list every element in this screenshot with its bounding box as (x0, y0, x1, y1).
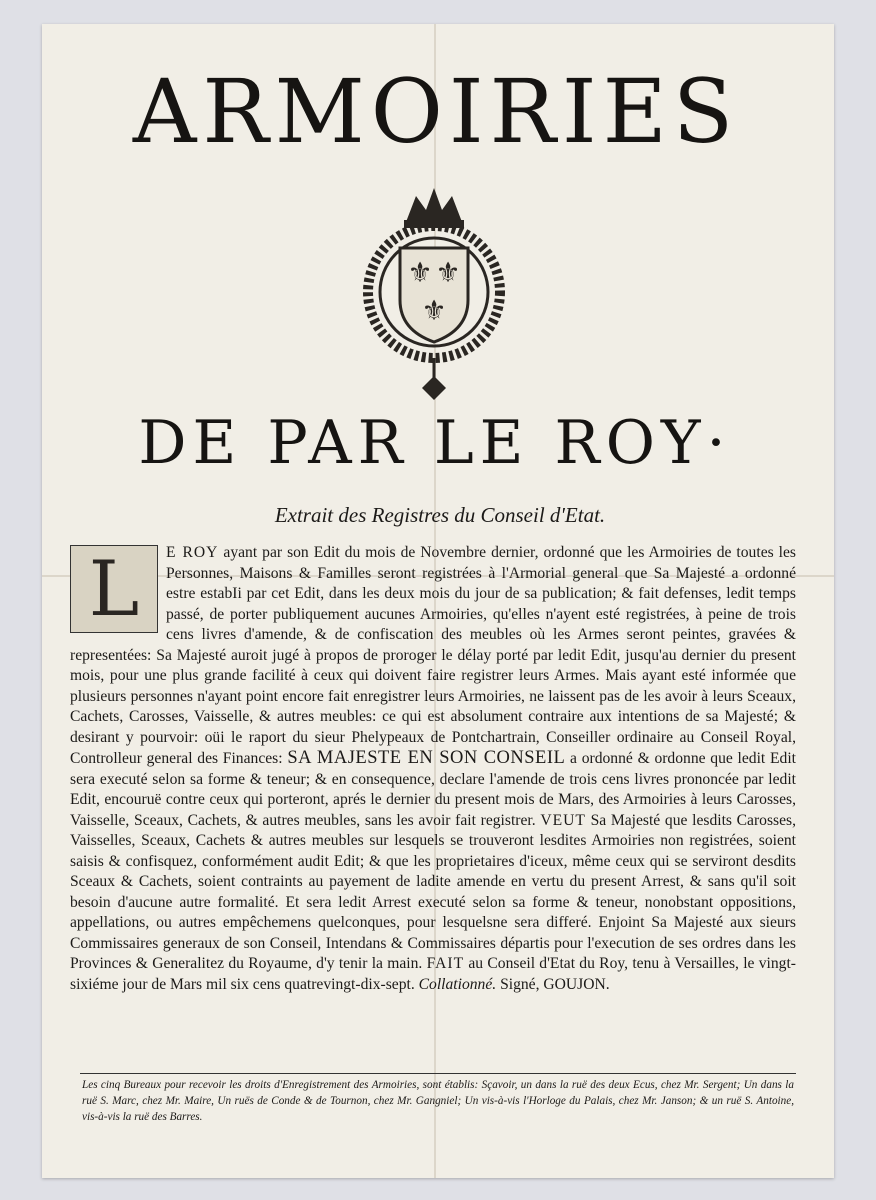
ornamental-drop-cap (70, 545, 158, 633)
drop-cap-letter: L (88, 544, 140, 633)
decree-lead: E ROY (166, 544, 219, 561)
decree-paragraph-1: ayant par son Edit du mois de Novembre dernier, ordonné que les Armoiries de toutes les Personnes, Maisons & Familles seront registrées à l'Armorial general que Sa Majesté a ordonné estre estabIi par cet Edit, dans les deux mois du jour de sa publication; & fait defenses, ledit temps passé, de porter publiquement aucunes Armoiries, qu'elles n'ayent esté registrées, à peine de trois cens livres d'amende, & de confiscation des meubles où les Armes seront peintes, gravées & representées: Sa Majesté auroit jugé à propos de proroger le délay porté par ledit Edit, jusqu'au dernier du present mois, pour une plus grande facilité à ceux qui doivent faire registrer leurs Armes. Mais ayant esté informée que plusieurs personnes n'ayant point encore fait enregistrer leurs Armoiries, ne laissent pas de les avoir à leurs Sceaux, Cachets, Carosses, Vaisselle, & autres meubles: ce qui est absolument contraire aux intentions de sa Majesté; & desirant y pourvoir: oüi le raport du sieur Phelypeaux de Pontchartrain, Conseiller ordinaire au Conseil Royal, Controlleur general des Finances: (70, 544, 796, 767)
poster-subtitle: Extrait des Registres du Conseil d'Etat. (274, 503, 606, 527)
decree-paragraph-2: a ordonné & ordonne que ledit Edit sera executé selon sa forme & teneur; & en consequence, declare l'amende de trois cens livres prononcée par ledit Edit, encouruë contre ceux qui porteront, aprés le dernier du present mois de Mars, des Armoiries à leurs Carosses, Vaisselle, Sceaux, Cachets, & autres meubles, sans les avoir fait registrer. (70, 750, 796, 829)
decree-collationne: Collationné. (418, 975, 497, 993)
svg-text:⚜: ⚜ (421, 294, 447, 327)
decree-text (70, 543, 796, 995)
svg-text:⚜: ⚜ (435, 256, 461, 289)
bureaux-footnote: Les cinq Bureaux pour recevoir les droits d'Enregistrement des Armoiries, sont établis: Sçavoir, un dans la ruë des deux Ecus, chez Mr. Sergent; Un dans la ruë S. Marc, chez Mr. Maire, Un ruës de Conde & de Tournon, chez Mr. Gangniel; Un vis-à-vis l'Horloge du Palais, chez Mr. Janson; & un ruë S. Antoine, vis-à-vis la ruë des Barres. (82, 1079, 794, 1123)
decree-signature: Signé, GOUJON. (496, 975, 610, 993)
decree-fait: FAIT (426, 955, 465, 972)
footer-divider (80, 1073, 796, 1074)
poster-title: ARMOIRIES (132, 60, 740, 163)
decree-paragraph-4: au Conseil d'Etat du Roy, tenu à Versailles, le vingt-sixiéme jour de Mars mil six cens quatrevingt-dix-sept. (70, 955, 796, 993)
royal-arms-emblem (350, 182, 518, 400)
decree-paragraph-3: Sa Majesté que lesdits Carosses, Vaisselles, Sceaux, Cachets & autres meubles sur lesquels se trouveront lesdites Armoiries non registrées, soient saisis & confisquez, conformément audit Edit; & que les proprietaires d'iceux, même ceux qui se serviront desdits Sceaux & Cachets, soient contraints au payement de ladite amende en vertu du present Arrest, & sans qu'il soit besoin d'aucune autre formalité. Et sera ledit Arrest executé selon sa forme & teneur, nonobstant oppositions, appellations, ou autres empêchemens quelconques, pour lesquelsne sera differé. Enjoint Sa Majesté aux sieurs Commissaires generaux de son Conseil, Intendans & Commissaires départis pour l'execution de ses ordres dans les Provinces & Generalitez du Royaume, d'y tenir la main. (70, 811, 796, 972)
poster-heading: DE PAR LE ROY· (138, 408, 732, 478)
svg-text:⚜: ⚜ (407, 256, 433, 289)
decree-veut: VEUT (540, 811, 586, 829)
decree-proclamation: SA MAJESTE EN SON CONSEIL (287, 748, 566, 768)
